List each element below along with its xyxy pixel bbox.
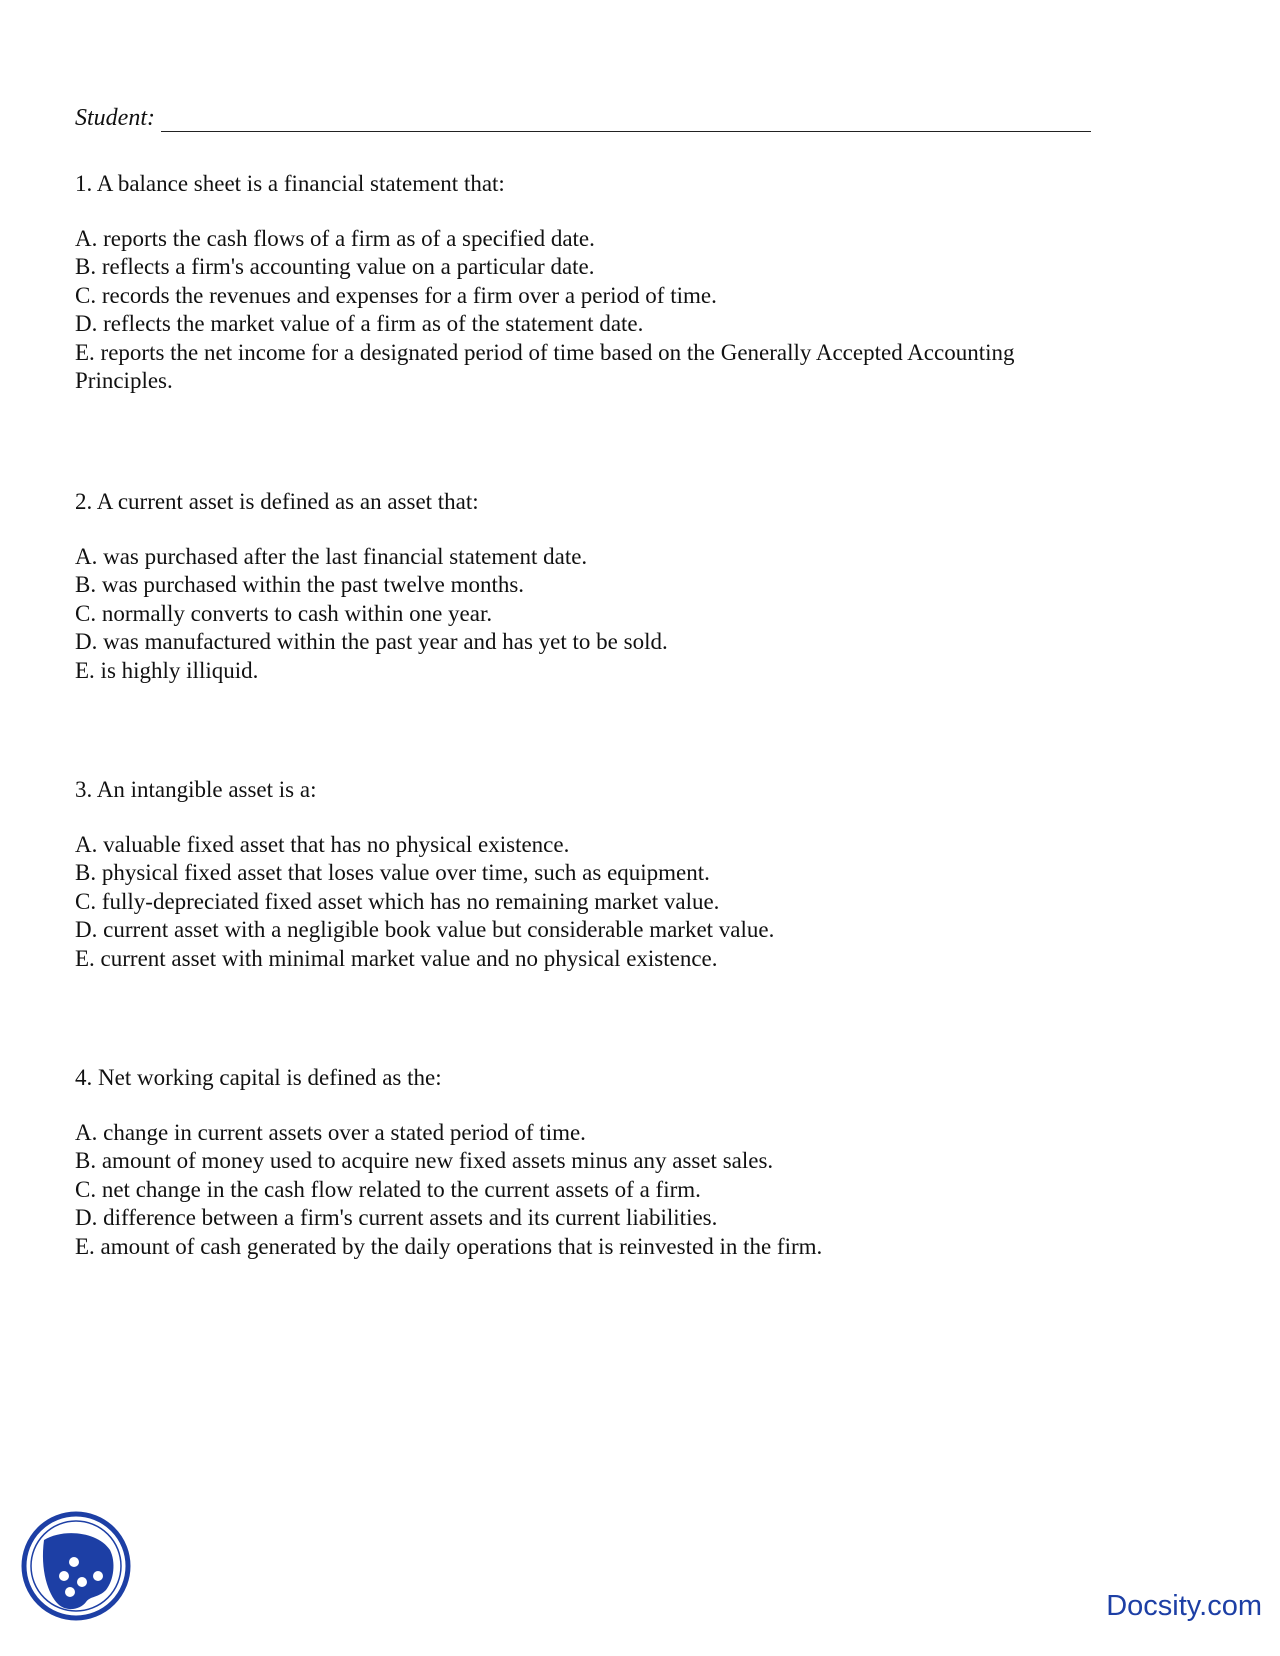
- answer-option-a: A. reports the cash flows of a firm as of a specified date.: [75, 225, 595, 251]
- answer-option-b: B. reflects a firm's accounting value on a particular date.: [75, 254, 595, 279]
- docsity-logo-icon[interactable]: [20, 1510, 132, 1622]
- answer-option-a: A. change in current assets over a stated period of time.: [75, 1119, 586, 1145]
- answer-option-e: E. amount of cash generated by the daily operations that is reinvested in the firm.: [75, 1233, 823, 1259]
- student-name-line: [75, 104, 1091, 132]
- question-2: [75, 488, 1115, 685]
- answer-option-c: C. fully-depreciated fixed asset which has no remaining market value.: [75, 888, 720, 914]
- answer-option-e: E. reports the net income for a designated period of time based on the Generally Accepted Accounting Principles.: [75, 339, 1015, 393]
- answer-option-b: B. was purchased within the past twelve months.: [75, 572, 525, 597]
- answer-option-e: E. is highly illiquid.: [75, 657, 259, 683]
- answer-option-c: C. net change in the cash flow related to the current assets of a firm.: [75, 1176, 701, 1202]
- answer-option-c: C. normally converts to cash within one year.: [75, 600, 493, 626]
- docsity-brand-text[interactable]: Docsity.com: [1106, 1590, 1262, 1622]
- question-stem: 1. A balance sheet is a financial statement that:: [75, 171, 505, 196]
- answer-option-d: D. reflects the market value of a firm as of the statement date.: [75, 311, 644, 336]
- student-label: Student:: [75, 105, 155, 131]
- answer-option-d: D. current asset with a negligible book value but considerable market value.: [75, 917, 775, 942]
- question-stem: 3. An intangible asset is a:: [75, 777, 317, 802]
- answer-option-b: B. amount of money used to acquire new fixed assets minus any asset sales.: [75, 1148, 774, 1173]
- student-name-blank: [161, 105, 1091, 132]
- answer-option-d: D. was manufactured within the past year and has yet to be sold.: [75, 629, 668, 654]
- question-3: [75, 776, 1115, 973]
- answer-option-a: A. valuable fixed asset that has no physical existence.: [75, 831, 570, 857]
- answer-option-d: D. difference between a firm's current assets and its current liabilities.: [75, 1205, 718, 1230]
- answer-option-a: A. was purchased after the last financial statement date.: [75, 543, 588, 569]
- answer-option-b: B. physical fixed asset that loses value over time, such as equipment.: [75, 860, 710, 885]
- question-stem: 2. A current asset is defined as an asset that:: [75, 489, 479, 514]
- question-4: [75, 1064, 1115, 1261]
- question-stem: 4. Net working capital is defined as the:: [75, 1065, 442, 1090]
- question-1: [75, 170, 1115, 396]
- answer-option-c: C. records the revenues and expenses for a firm over a period of time.: [75, 282, 717, 308]
- answer-option-e: E. current asset with minimal market value and no physical existence.: [75, 945, 718, 971]
